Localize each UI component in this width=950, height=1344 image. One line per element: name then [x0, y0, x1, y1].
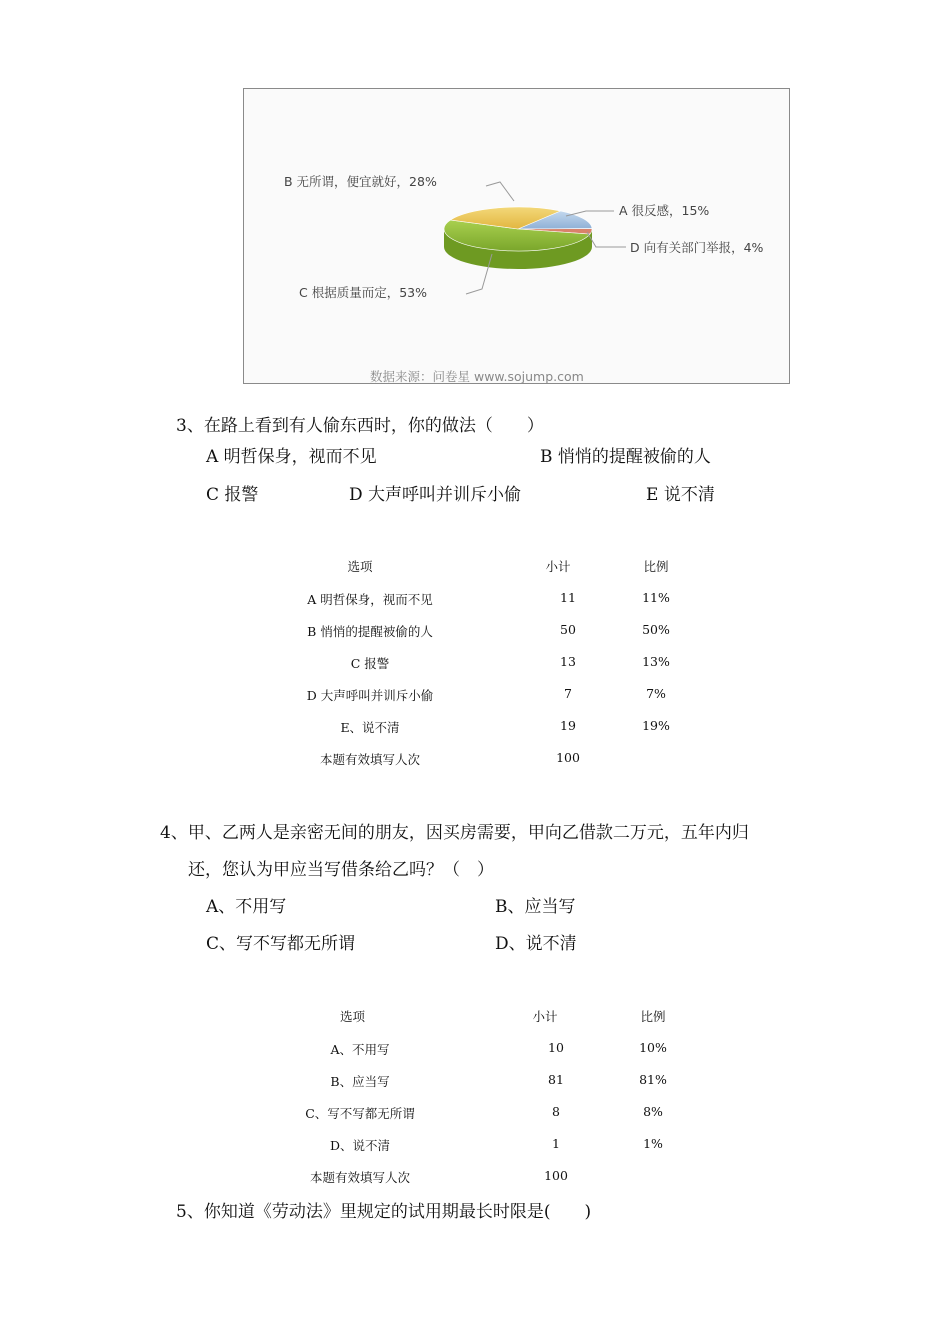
pie-chart	[244, 89, 789, 383]
header-option: 选项	[339, 1009, 365, 1024]
row-count: 1	[552, 1136, 560, 1151]
table-header-row	[270, 557, 710, 577]
pie-label-c: C 根据质量而定，53%	[299, 285, 427, 300]
row-count: 81	[548, 1072, 564, 1087]
q4-option-a: A、不用写	[206, 897, 287, 917]
row-ratio: 50%	[642, 622, 670, 637]
row-ratio: 7%	[646, 686, 666, 701]
q4-option-d: D、说不清	[495, 934, 577, 954]
row-ratio: 19%	[642, 718, 670, 733]
table-row	[270, 1136, 710, 1156]
question-4-title-line2: 还，您认为甲应当写借条给乙吗？（ ）	[188, 860, 494, 880]
table-header-row	[270, 1007, 710, 1027]
q3-option-d: D 大声呼叫并训斥小偷	[349, 485, 522, 505]
total-value: 100	[544, 1168, 568, 1183]
pie-label-d: D 向有关部门举报，4%	[630, 240, 764, 255]
pie-slices	[444, 207, 592, 251]
table-row	[270, 1104, 710, 1124]
pie-label-a: A 很反感，15%	[619, 203, 710, 218]
table-row	[270, 622, 710, 642]
row-option: B、应当写	[330, 1074, 390, 1089]
header-option: 选项	[347, 559, 373, 574]
row-option: C、写不写都无所谓	[305, 1106, 415, 1121]
header-count: 小计	[532, 1009, 558, 1024]
leader-line-b	[486, 182, 514, 201]
table-row	[270, 686, 710, 706]
row-option: A、不用写	[330, 1042, 390, 1057]
q4-option-c: C、写不写都无所谓	[206, 934, 356, 954]
header-ratio: 比例	[640, 1009, 666, 1024]
q3-option-e: E 说不清	[646, 485, 715, 505]
row-count: 8	[552, 1104, 560, 1119]
row-count: 19	[560, 718, 576, 733]
row-count: 50	[560, 622, 576, 637]
header-count: 小计	[545, 559, 571, 574]
row-ratio: 1%	[643, 1136, 663, 1151]
row-option: D 大声呼叫并训斥小偷	[306, 688, 434, 703]
table-total-row	[270, 750, 710, 770]
pie-label-b: B 无所谓，便宜就好，28%	[284, 174, 437, 189]
table-total-row	[270, 1168, 710, 1188]
question-5-title: 5、你知道《劳动法》里规定的试用期最长时限是( )	[176, 1202, 592, 1222]
total-value: 100	[556, 750, 580, 765]
row-ratio: 11%	[642, 590, 670, 605]
q3-result-table	[270, 557, 710, 777]
leader-line-d	[587, 232, 626, 247]
question-3-title: 3、在路上看到有人偷东西时，你的做法（ ）	[176, 416, 544, 436]
header-ratio: 比例	[643, 559, 669, 574]
pie-chart-frame	[243, 88, 790, 384]
row-count: 13	[560, 654, 576, 669]
row-ratio: 13%	[642, 654, 670, 669]
row-count: 7	[564, 686, 572, 701]
row-option: C 报警	[350, 656, 390, 671]
q4-option-b: B、应当写	[495, 897, 576, 917]
total-label: 本题有效填写人次	[319, 752, 420, 767]
question-4-title-line1: 4、甲、乙两人是亲密无间的朋友，因买房需要，甲向乙借款二万元，五年内归	[160, 823, 749, 843]
row-option: A 明哲保身，视而不见	[307, 592, 433, 607]
total-label: 本题有效填写人次	[309, 1170, 410, 1185]
table-row	[270, 590, 710, 610]
row-option: E、说不清	[340, 720, 400, 735]
q3-option-c: C 报警	[206, 485, 259, 505]
data-source-note: 数据来源：问卷星 www.sojump.com	[370, 369, 584, 383]
table-row	[270, 1072, 710, 1092]
row-option: D、说不清	[329, 1138, 391, 1153]
q3-option-b: B 悄悄的提醒被偷的人	[540, 447, 711, 467]
row-count: 11	[560, 590, 576, 605]
table-row	[270, 1040, 710, 1060]
row-ratio: 8%	[643, 1104, 663, 1119]
row-option: B 悄悄的提醒被偷的人	[307, 624, 433, 639]
q4-result-table	[270, 1007, 710, 1197]
table-row	[270, 718, 710, 738]
q3-option-a: A 明哲保身，视而不见	[206, 447, 377, 467]
row-ratio: 10%	[639, 1040, 667, 1055]
table-row	[270, 654, 710, 674]
row-ratio: 81%	[639, 1072, 667, 1087]
row-count: 10	[548, 1040, 564, 1055]
